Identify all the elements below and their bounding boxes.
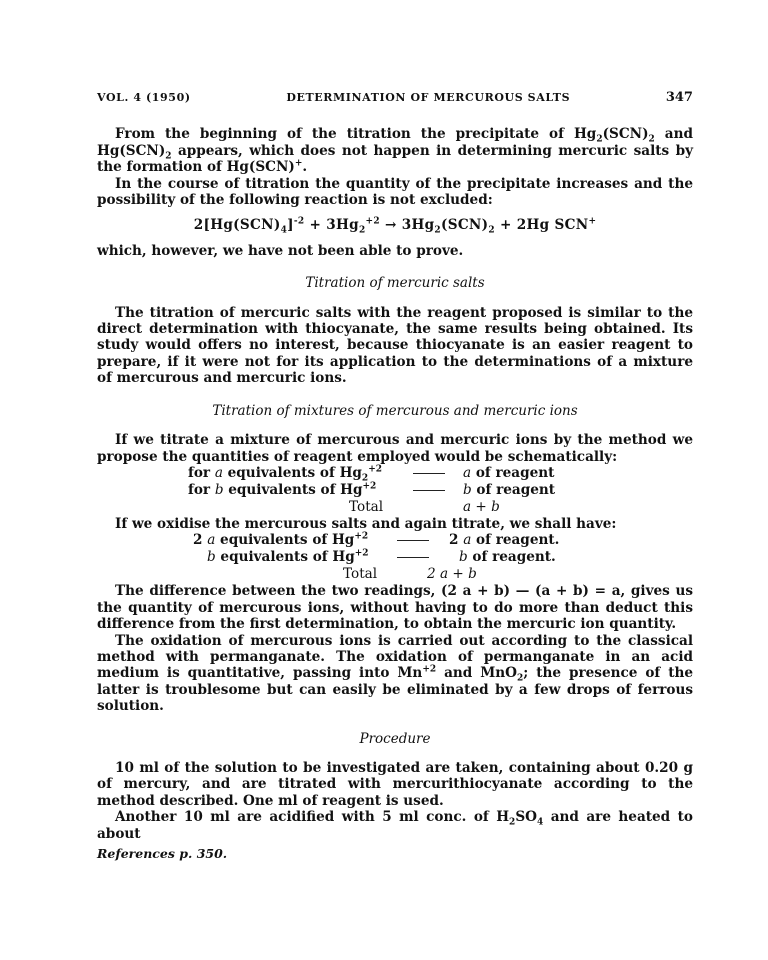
paragraph-acidified: Another 10 ml are acidified with 5 ml conc. of $H_2SO_4$ and are heated to about (97, 809, 693, 842)
paragraph-precipitate: From the beginning of the titration the precipitate of $Hg_2(SCN)_2$ and $Hg(SCN)_2$ appears, which does not happen in determining mercuric salts by the formation of Hg(SCN)+. (97, 126, 693, 176)
page-number: 347 (665, 90, 693, 105)
dash-separator (397, 557, 429, 558)
scheme-row: 2 a equivalents of $Hg^{+2}$ 2 a of reagent. (193, 531, 560, 549)
section-heading-mixtures: Titration of mixtures of mercurous and mercuric ions (212, 402, 578, 419)
scheme-row: for b equivalents of $Hg^{+2}$ b of reagent (188, 481, 556, 498)
scheme-total-row: Total 2 a + b (343, 566, 477, 583)
paragraph-procedure: 10 ml of the solution to be investigated are taken, containing about 0.20 g of mercury, and are titrated with mercurithiocyanate according to the method described. One ml of reagent is used. (97, 759, 693, 809)
scheme-second-titration (97, 532, 693, 583)
dash-separator (397, 540, 429, 541)
scheme-total-row: Total a + b (349, 498, 500, 515)
paper-page (97, 90, 693, 862)
paragraph-oxidation-method: The oxidation of mercurous ions is carried out according to the classical method with permanganate. The oxidation of permanganate in an acid medium is quantitative, passing into $Mn^{+2}$ and MnO$_2$; the presence of the latter is troublesome but can easily be eliminated by a few drops of ferrous solution. (97, 632, 694, 715)
paragraph-not-proved: which, however, we have not been able to prove. (97, 242, 464, 259)
paragraph-difference: The difference between the two readings, (2 a + b) — (a + b) = a, gives us the quantity of mercurous ions, without having to do more than deduct this difference from the first determination, to obtain the mercuric ion quantity. (97, 583, 693, 633)
paragraph-mercuric-titration: The titration of mercuric salts with the reagent proposed is similar to the direct determination with thiocyanate, the same results being obtained. Its study would offers no interest, because thiocyanate is an easier reagent to prepare, if it were not for its application to the determinations of a mixture of mercurous and mercuric ions. (97, 304, 693, 387)
paragraph-reaction-intro: In the course of titration the quantity of the precipitate increases and the possibility of the following reaction is not excluded: (97, 175, 693, 209)
section-heading-procedure: Procedure (359, 730, 431, 747)
scheme-row: b equivalents of $Hg^{+2}$ b of reagent. (207, 548, 556, 566)
running-header (97, 90, 693, 106)
dash-separator (413, 490, 445, 491)
scheme-first-titration (97, 465, 693, 516)
volume-label: VOL. 4 (1950) (97, 91, 191, 104)
reaction-equation: $2[Hg(SCN)_4]^{-2} + 3Hg_2^{+2} \to 3Hg_2(SCN)_2 + 2Hg$ SCN+ (193, 216, 597, 237)
running-title: DETERMINATION OF MERCUROUS SALTS (286, 91, 571, 104)
paragraph-mixture-intro: If we titrate a mixture of mercurous and mercuric ions by the method we propose the quantities of reagent employed would be schematically: (97, 432, 693, 465)
paragraph-oxidise: If we oxidise the mercurous salts and again titrate, we shall have: (115, 515, 617, 532)
section-heading-mercuric: Titration of mercuric salts (305, 275, 485, 292)
references-footer: References p. 350. (97, 846, 228, 861)
scheme-row: for a equivalents of $Hg_2^{+2}$ a of reagent (188, 464, 555, 484)
dash-separator (413, 473, 445, 474)
